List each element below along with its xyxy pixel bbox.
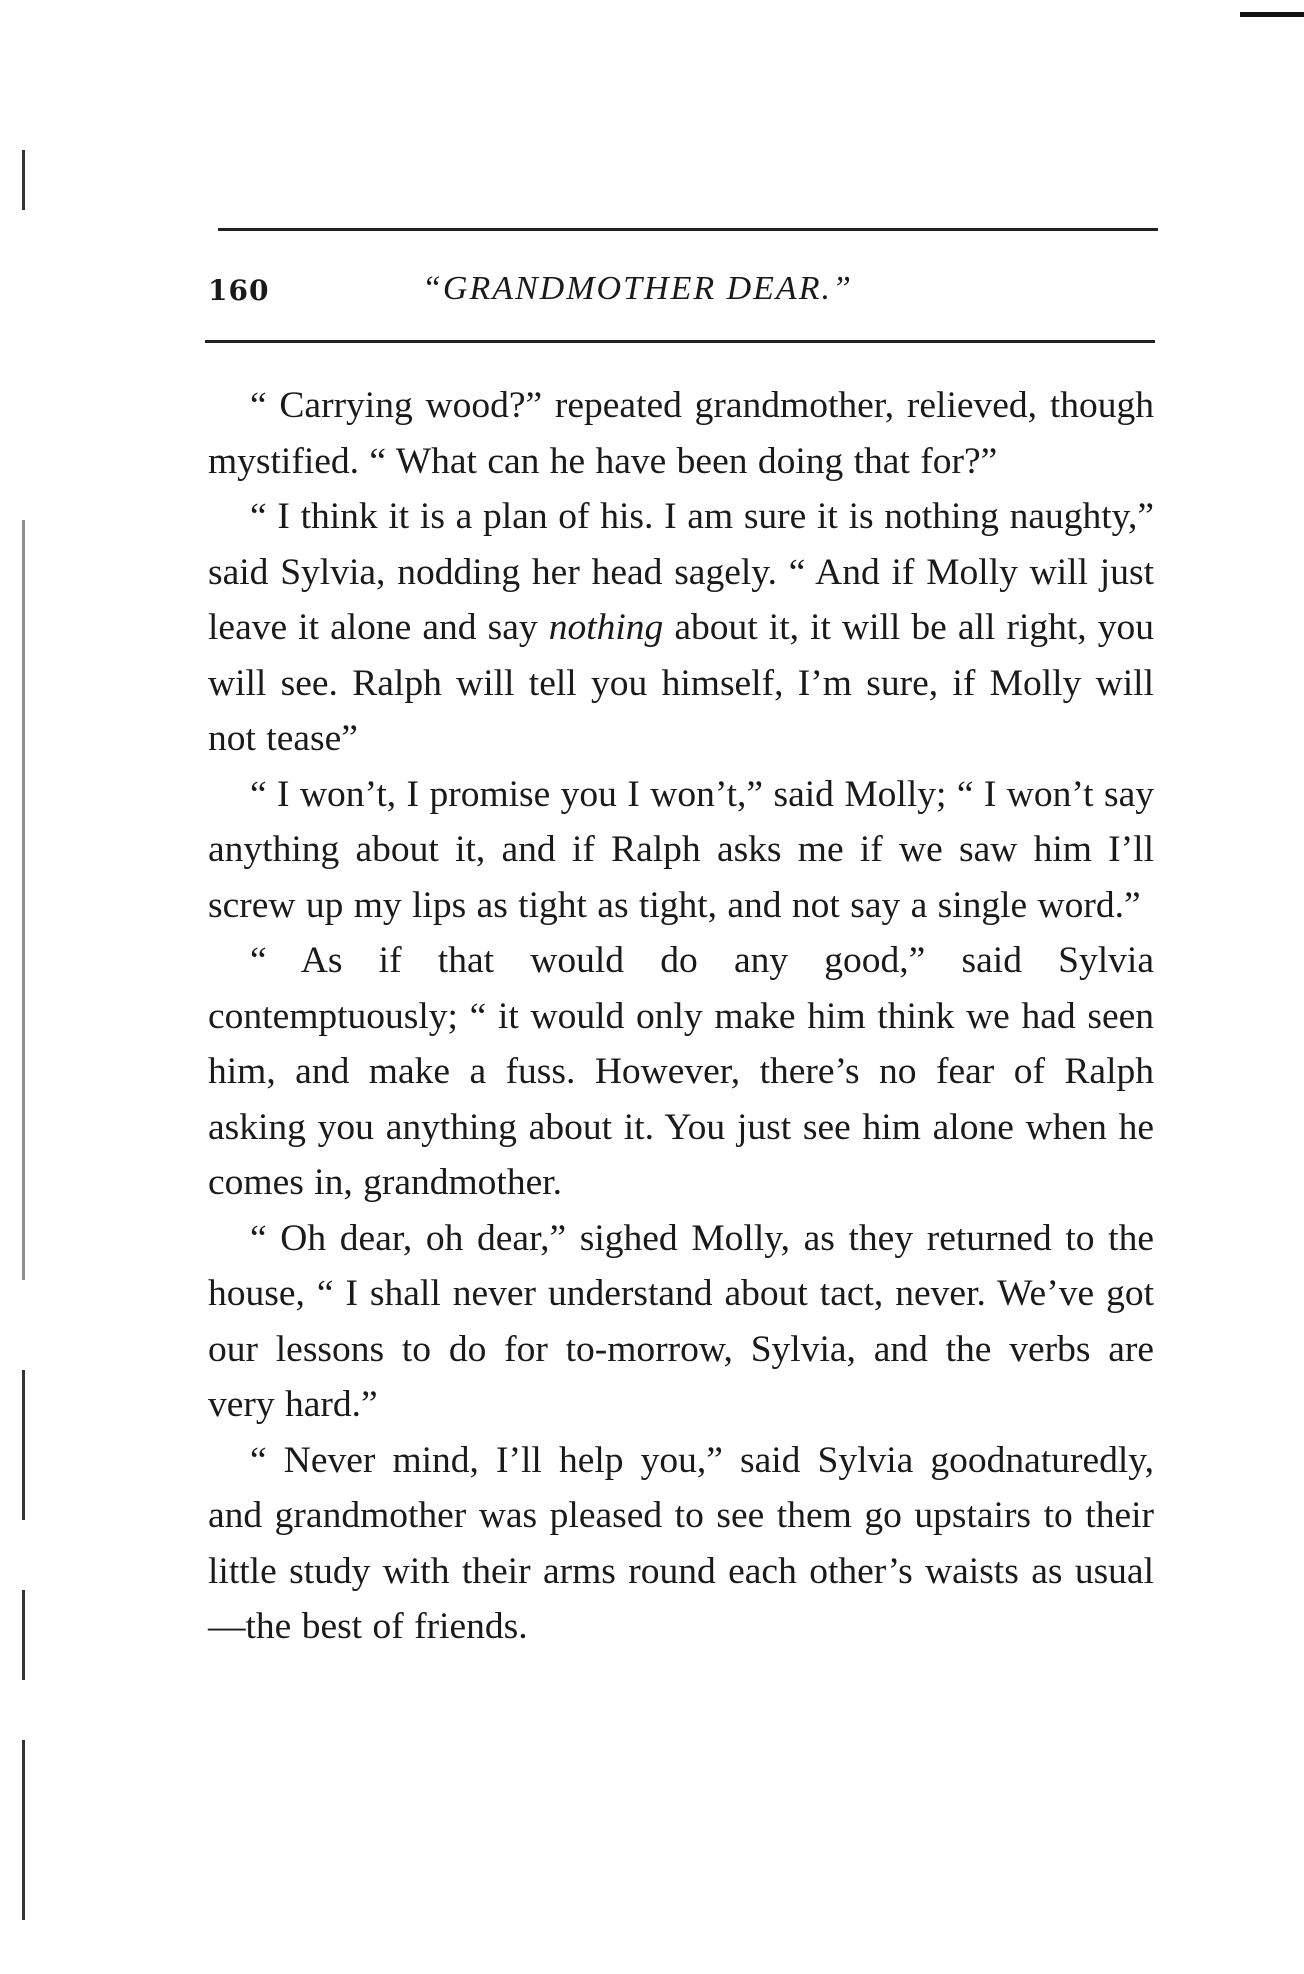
page-number: 160 [208,274,270,307]
binding-shadow [22,520,25,1280]
paragraph: “ As if that would do any good,” said Sylvia contemptuously; “ it would only make him think we had seen him, and make a fuss. However, there’s no fear of Ralph asking you anything about it. You just see him alone when he comes in, grandmother. [208,940,1154,1203]
paragraph: “ I won’t, I promise you I won’t,” said Molly; “ I won’t say anything about it, and if Ralph asks me if we saw him I’ll screw up my lips as tight as tight, and not say a single word.” [208,773,1154,926]
paragraph: “ Carrying wood?” repeated grandmother, relieved, though mystified. “ What can he have been doing that for?” [208,385,1154,482]
paragraph-text: “ I think it is a plan of his. I am sure it is nothing naughty,” said Sylvia, nodding her head sagely. “ And if Molly will just leave it alone and say [208,496,1154,648]
binding-shadow [22,1740,25,1920]
binding-shadow [22,1590,25,1680]
paragraph-text: about it, it will be all right, you will see. Ralph will tell you himself, I’m sure, if Molly will not tease” [208,607,1154,759]
body-text [208,378,1154,1655]
scan-corner-mark [1240,12,1304,17]
emphasized-word: nothing [548,607,664,648]
binding-shadow [22,1370,25,1520]
paragraph: “ Oh dear, oh dear,” sighed Molly, as they returned to the house, “ I shall never understand about tact, never. We’ve got our lessons to do for to-morrow, Sylvia, and the verbs are very hard.” [208,1217,1154,1425]
paragraph: “ Never mind, I’ll help you,” said Sylvia goodnaturedly, and grandmother was pleased to see them go upstairs to their little study with their arms round each other’s waists as usual—the best of friends. [208,1439,1154,1647]
binding-shadow [22,150,25,210]
paragraph [208,489,1154,767]
top-rule [218,228,1158,231]
running-head: “GRANDMOTHER DEAR.” [422,270,853,307]
header-rule [205,340,1155,343]
